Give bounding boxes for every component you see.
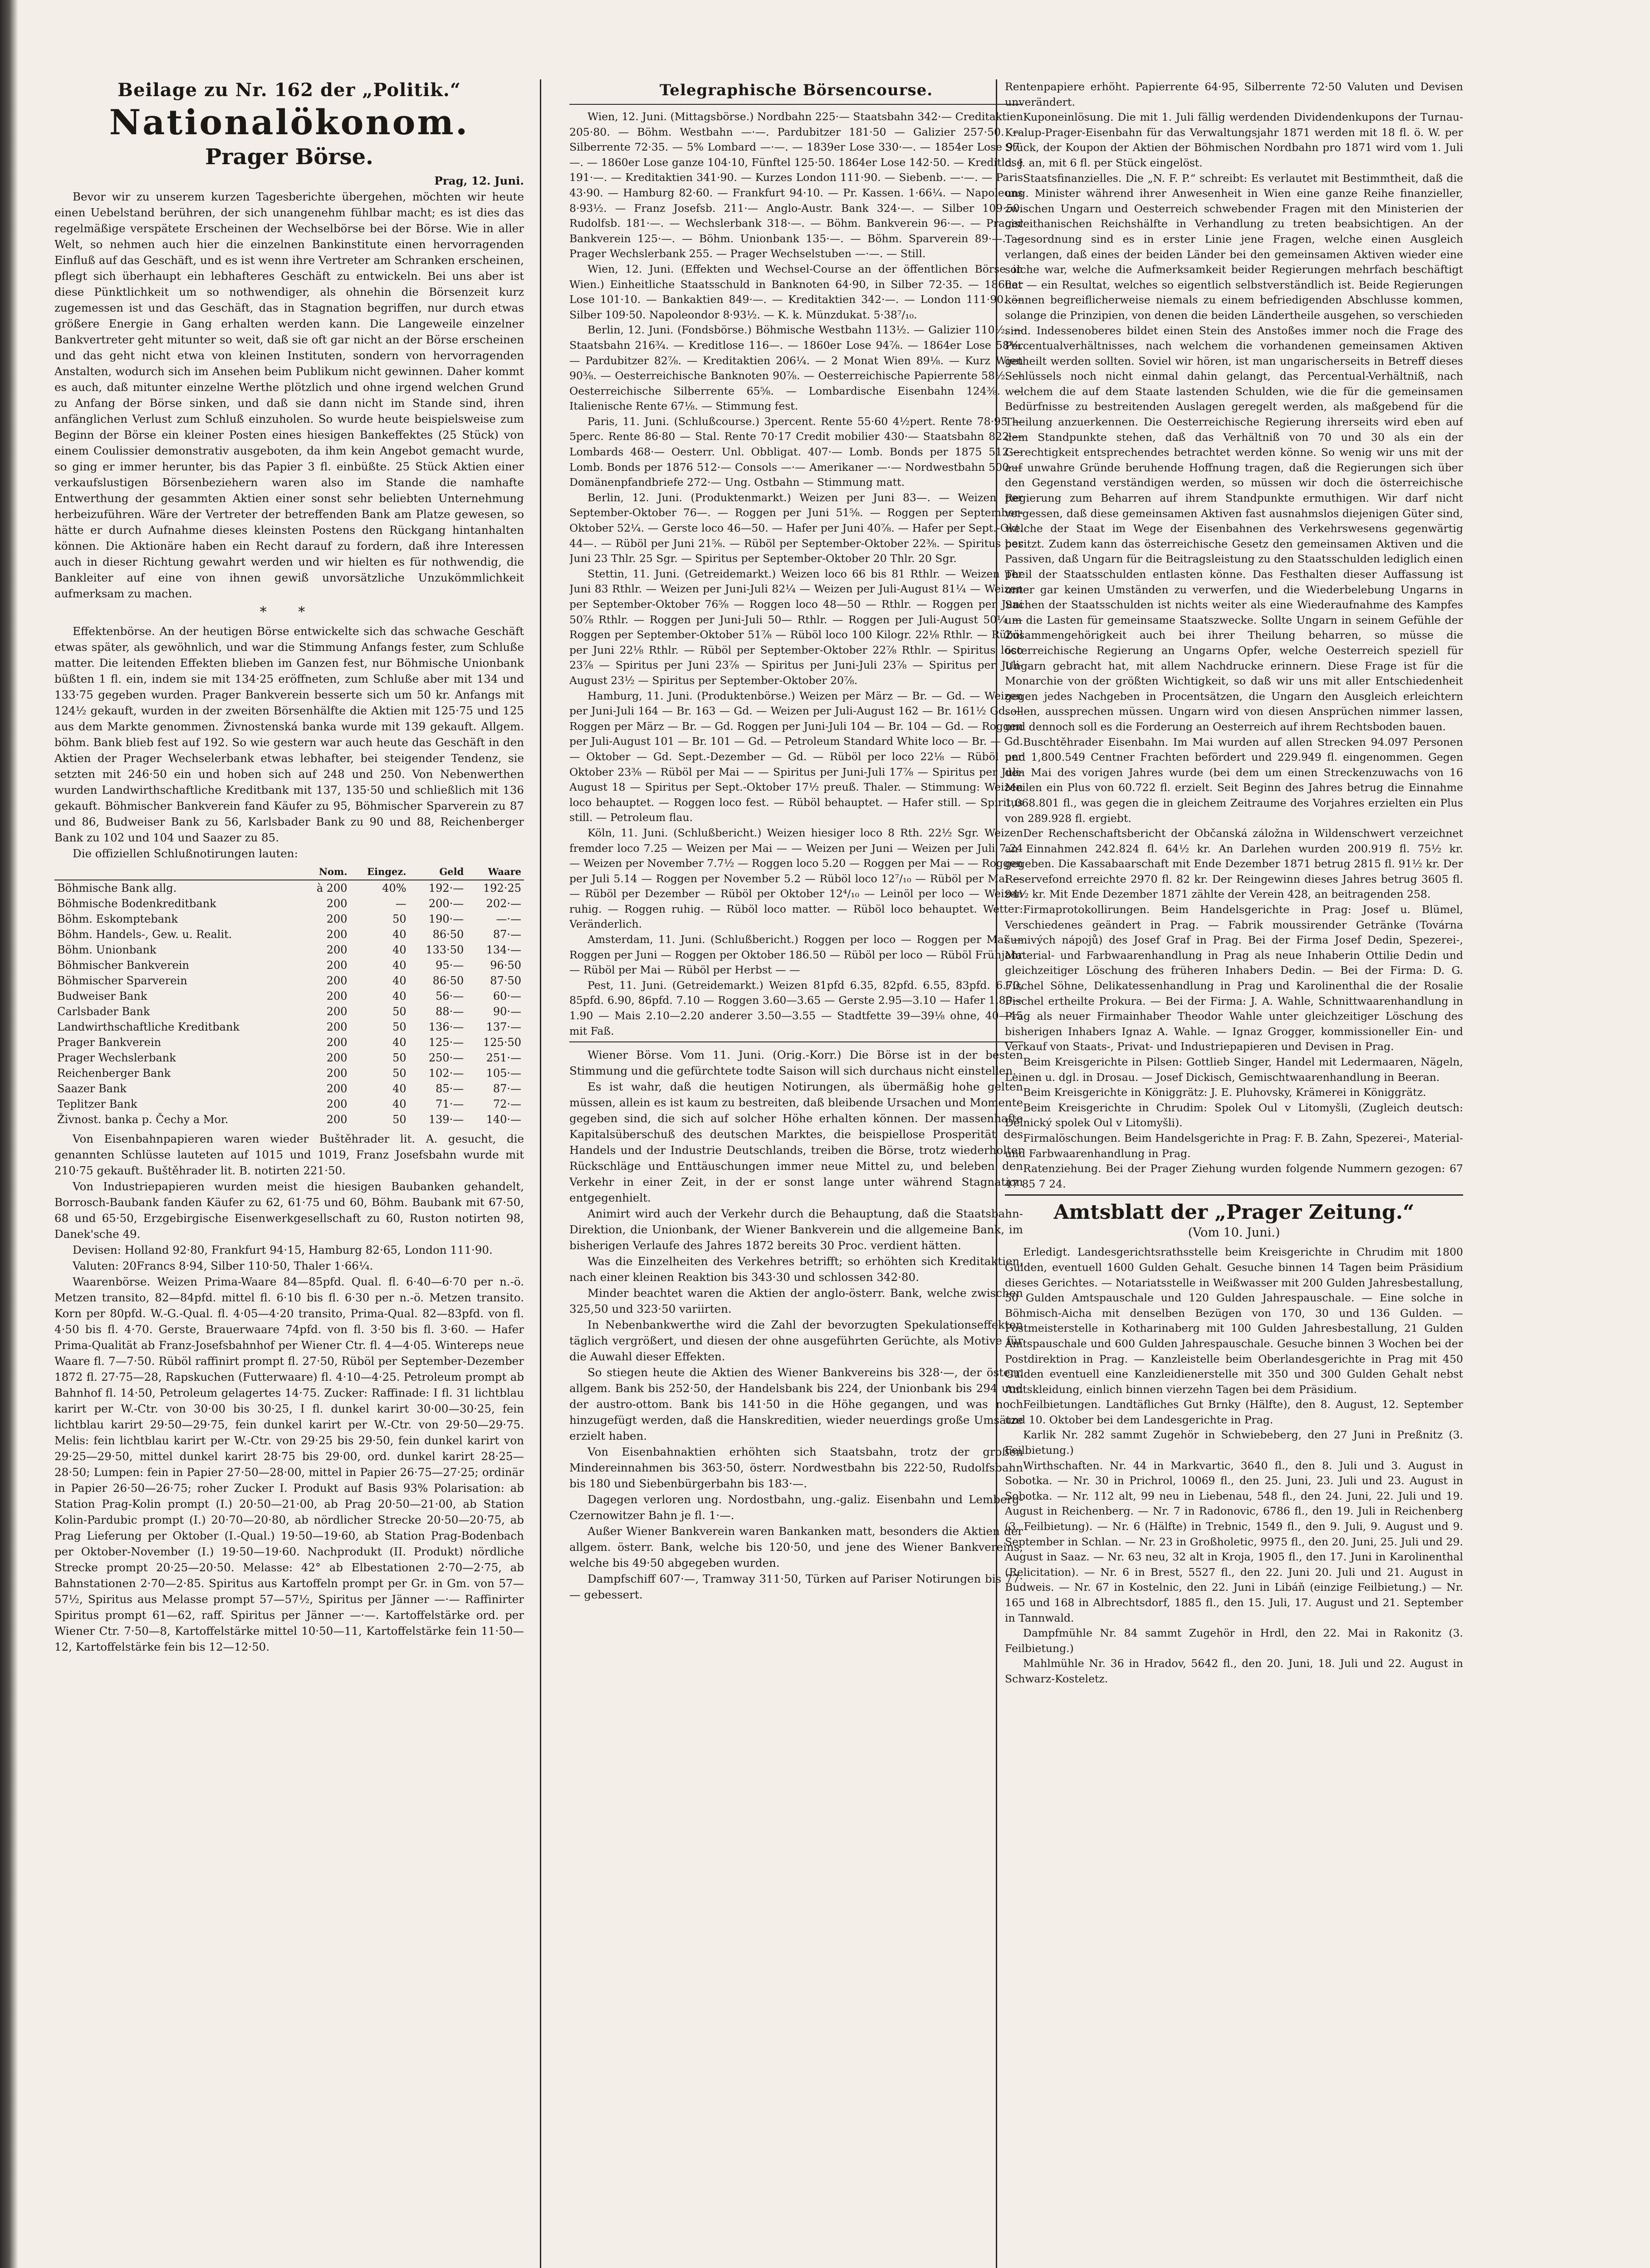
firmaloeschungen-notice: Firmalöschungen. Beim Handelsgerichte in Prag: F. B. Zahn, Spezerei-, Material- und Farbwaarenhandlung in Prag.: [1005, 1131, 1463, 1160]
quote-cell: 40: [392, 974, 406, 987]
bank-name-cell: Böhm. Handels-, Gew. u. Realit.: [57, 928, 232, 941]
wiener-boerse-paragraph: Von Eisenbahnaktien erhöhten sich Staatsbahn, trotz der großen Mindereinnahmen bis 363·50, österr. Nordwestbahn bis 222·50, Rudolfsbahn bis 180 und Siebenbürgerbahn bis 183·—.: [569, 1445, 1023, 1491]
quote-cell: —: [395, 897, 406, 910]
bank-name-cell: Budweiser Bank: [57, 990, 147, 1002]
quote-cell: 200: [326, 1005, 348, 1018]
table-row: [54, 1019, 524, 1035]
quote-cell: 250·—: [428, 1051, 464, 1064]
table-header-row: [54, 864, 524, 880]
divider: [569, 1041, 1023, 1042]
wiener-boerse-intro: Wiener Börse. Vom 11. Juni. (Orig.-Korr.) Die Börse ist in der besten Stimmung und die gefürchtete todte Saison will sich durchaus nicht einstellen.: [569, 1048, 1023, 1078]
feilbietungen-notice: Feilbietungen. Landtäfliches Gut Brnky (Hälfte), den 8. August, 12. September und 10. Oktober bei dem Landesgerichte in Prag.: [1005, 1398, 1463, 1426]
bank-name-cell: Prager Wechslerbank: [57, 1051, 176, 1064]
section-subtitle: Prager Börse.: [205, 144, 373, 170]
quote-cell: 251·—: [486, 1051, 521, 1064]
pest-report: Pest, 11. Juni. (Getreidemarkt.) Weizen 81pfd 6.35, 82pfd. 6.55, 83pfd. 6.70, 85pfd. 6.90, 86pfd. 7.10 — Roggen 3.60—3.65 — Gerste 2.95—3.10 — Hafer 1.80—1.90 — Mais 2.10—2.20 anderer 3.50—3.55 — Stadtfette 39—39⅛ ohne, 40—45 mit Faß.: [569, 978, 1023, 1037]
intro-paragraph: Bevor wir zu unserem kurzen Tagesberichte übergehen, möchten wir heute einen Uebelstand berühren, der sich unangenehm fühlbar macht; es ist dies das regelmäßige verspätete Erscheinen der Wechselbörse bei der Börse. Wie in aller Welt, so nehmen auch hier die einzelnen Bankinstitute einen hervorragenden Einfluß auf das Geschäft, und es ist wenn ihre Vertreter am Schranken erscheinen, pflegt sich überhaupt ein lebhafteres Geschäft zu entwickeln. Bei uns aber ist diese Pünktlichkeit um so nothwendiger, als ohnehin die Börsenzeit kurz zugemessen ist und das Geschäft, das in Stagnation begriffen, nur durch etwas größere Energie in Gang erhalten werden kann. Die Langeweile einzelner Bankvertreter geht mitunter so weit, daß sie oft gar nicht an der Börse erscheinen und das geht nicht etwa von kleinen Instituten, sondern von hervorragenden Anstalten, wodurch sich im Ansehen beim Publikum nicht gewinnen. Daher kommt es auch, daß mitunter einzelne Werthe plötzlich und ohne irgend welchen Grund zu Anfang der Börse sinken, und daß sie dann nicht im Stande sind, ihren anfänglichen Verlust zum Schluß einzuholen. So wurde heute beispielsweise zum Beginn der Börse ein kleiner Posten eines hiesigen Bankeffektes (25 Stück) von einem Coulissier demonstrativ ausgeboten, da ihm kein Angebot gemacht wurde, so ging er immer herunter, bis das Papier 3 fl. einbüßte. 25 Stück Aktien einer verkaufslustigen Börsenbeziehern waren also im Stande die namhafte Entwerthung der gesammten Aktien einer sonst sehr beliebten Unternehmung herbeizuführen. Wäre der Vertreter der betreffenden Bank am Platze gewesen, so hätte er durch Aufnahme dieses kleinsten Postens den Rückgang hintanhalten können. Die Aktionäre haben ein Recht darauf zu fordern, daß ihre Interessen auch in dieser Richtung gewahrt werden und wir hielten es für nothwendig, die Bankleiter auf eine von ihnen gewiß unvorsätzliche Unzukömmlichkeit aufmerksam zu machen.: [54, 190, 524, 600]
quote-cell: 200: [326, 1082, 348, 1095]
table-row: [54, 942, 524, 958]
column-header: Telegraphische Börsencourse.: [659, 81, 933, 99]
mahlmuehle-notice: Mahlmühle Nr. 36 in Hradov, 5642 fl., den 20. Juni, 18. Juli und 22. August in Schwarz-Kosteletz.: [1005, 1657, 1463, 1685]
table-row: [54, 973, 524, 988]
quote-cell: 200: [326, 974, 348, 987]
amsterdam-report: Amsterdam, 11. Juni. (Schlußbericht.) Roggen per loco — Roggen per Mai — Roggen per Juni — Roggen per Oktober 186.50 — Rüböl per loco — Rüböl Frühjahr — Rüböl per Mai — Rüböl per Herbst — —: [569, 933, 1023, 977]
quote-cell: 88·—: [436, 1005, 464, 1018]
bank-name-cell: Živnost. banka p. Čechy a Mor.: [57, 1113, 229, 1126]
quote-cell: 72·—: [493, 1098, 521, 1110]
table-row: [54, 896, 524, 911]
column-2: [569, 79, 1023, 2268]
divider: [1005, 1194, 1463, 1196]
wirthschaften-notice: Wirthschaften. Nr. 44 in Markvartic, 3640 fl., den 8. Juli und 3. August in Sobotka. — Nr. 30 in Prichrol, 10069 fl., den 25. Juni, 23. Juli und 23. August in Sobotka. — Nr. 112 alt, 99 neu in Liebenau, 548 fl., den 24. Juni, 22. Juli und 19. August in Reichenberg. — Nr. 7 in Radonovic, 6786 fl., den 19. Juli in Reichenberg (3. Feilbietung). — Nr. 6 (Hälfte) in Trebnic, 1549 fl., den 9. Juli, 9. August und 9. September in Schlan. — Nr. 23 in Großholetic, 9975 fl., den 20. Juni, 25. Juli und 29. August in Saaz. — Nr. 63 neu, 32 alt in Kroja, 1905 fl., den 17. Juni in Karolinenthal (Relicitation). — Nr. 6 in Brest, 5527 fl., den 22. Juni 20. Juli und 21. August in Budweis. — Nr. 67 in Kostelnic, den 22. Juni in Libáň (einzige Feilbietung.) — Nr. 165 und 168 in Albrechtsdorf, 1885 fl., den 15. Juli, 17. August und 21. September in Tannwald.: [1005, 1459, 1463, 1624]
quote-cell: 136·—: [428, 1021, 464, 1033]
table-row: [54, 911, 524, 927]
buschtiehrader-report: Buschtěhrader Eisenbahn. Im Mai wurden auf allen Strecken 94.097 Personen und 1,800.549 Centner Frachten befördert und 229.949 fl. eingenommen. Gegen den Mai des vorigen Jahres wurde (bei dem um einen Streckenzuwachs von 16 Meilen ein Plus von 60.722 fl. erzielt. Seit Beginn des Jahres betrug die Einnahme 1,068.801 fl., was gegen die in gleichem Zeitraume des Vorjahres erzielten ein Plus von 289.928 fl. ergiebt.: [1005, 735, 1463, 825]
quote-cell: 105·—: [486, 1067, 521, 1080]
table-header-cell: Geld: [409, 864, 467, 880]
quote-cell: 102·—: [428, 1067, 464, 1080]
valuten-line: Valuten: 20Francs 8·94, Silber 110·50, Thaler 1·66¼.: [73, 1259, 373, 1272]
quote-cell: 139·—: [428, 1113, 464, 1126]
quote-cell: 40%: [382, 882, 406, 894]
bank-name-cell: Saazer Bank: [57, 1082, 127, 1095]
quote-cell: 125·50: [483, 1036, 521, 1049]
bank-name-cell: Landwirthschaftliche Kreditbank: [57, 1021, 240, 1033]
wien-effekten-report: Wien, 12. Juni. (Effekten und Wechsel-Course an der öffentlichen Börse in Wien.) Einheitliche Staatsschuld in Banknoten 64·90, in Silber 72·35. — 1860er Lose 101·10. — Bankaktien 849·—. — Kreditaktien 342·—. — London 111·90. — Silber 109·50. Napoleondor 8·93½. — K. k. Münzdukat. 5·38⁷/₁₀.: [569, 262, 1023, 321]
scan-edge-shadow: [0, 0, 18, 2268]
bank-name-cell: Reichenberger Bank: [57, 1067, 171, 1080]
quote-cell: 200: [326, 1113, 348, 1126]
dampfmuehle-notice: Dampfmühle Nr. 84 sammt Zugehör in Hrdl, den 22. Mai in Rakonitz (3. Feilbietung.): [1005, 1627, 1463, 1655]
quote-cell: 96·50: [490, 959, 521, 972]
berlin-produkten-report: Berlin, 12. Juni. (Produktenmarkt.) Weizen per Juni 83—. — Weizen per September-Oktober 76—. — Roggen per Juni 51⅝. — Roggen per September-Oktober 52¼. — Gerste loco 46—50. — Hafer per Juni 40⅞. — Hafer per Sept.-Okt. 44—. — Rüböl per Juni 21⅝. — Rüböl per September-Oktober 22⅜. — Spiritus per Juni 23 Thlr. 25 Sgr. — Spiritus per September-Oktober 20 Thlr. 20 Sgr.: [569, 491, 1023, 565]
wien-mittag-report: Wien, 12. Juni. (Mittagsbörse.) Nordbahn 225·— Staatsbahn 342·— Creditaktien 205·80. — Böhm. Westbahn —·—. Pardubitzer 181·50 — Galizier 257·50. — Silberrente 72·35. — 5% Lombard —·—. — 1839er Lose 330·—. — 1854er Lose 97·—. — 1860er Lose ganze 104·10, Fünftel 125·50. 1864er Lose 142·50. — Kreditlose 191·—. — Kreditaktien 341·90. — Kurzes London 111·90. — Siebenb. —·—. — Paris 43·90. — Hamburg 82·60. — Frankfurt 94·10. — Pr. Kassen. 1·66¼. — Napoleons 8·93½. — Franz Josefsb. 211·— Anglo-Austr. Bank 324·—. — Silber 109·50. Rudolfsb. 181·—. — Wechslerbank 318·—. — Böhm. Bankverein 96·—. — Prager Bankverein 125·—. — Böhm. Unionbank 135·—. — Böhm. Sparverein 89·—. — Prager Wechslerbank 255. — Prager Wechselstuben —·—. — Still.: [569, 110, 1023, 260]
quote-cell: 200: [326, 928, 348, 941]
quote-cell: 40: [392, 943, 406, 956]
quote-cell: 200: [326, 1021, 348, 1033]
wiener-boerse-paragraph: Animirt wird auch der Verkehr durch die Behauptung, daß die Staatsbahn-Direktion, die Unionbank, der Wiener Bankverein und die allgemeine Bank, im bisherigen Verlaufe des Jahres 1872 bereits 30 Proc. verdient hätten.: [569, 1207, 1023, 1252]
quote-cell: 200: [326, 1098, 348, 1110]
amtsblatt-date: (Vom 10. Juni.): [1188, 1226, 1280, 1240]
divider: [569, 104, 1023, 105]
masthead: Beilage zu Nr. 162 der „Politik.“: [118, 79, 461, 101]
staatsfinanzielles-article: Staatsfinanzielles. Die „N. F. P.“ schreibt: Es verlautet mit Bestimmtheit, daß die ung. Minister während ihrer Anwesenheit in Wien eine ganze Reihe finanzieller, zwischen Ungarn und Oesterreich schwebender Fragen mit den Ministerien der cisleithanischen Reichshälfte in Verhandlung zu treten beabsichtigen. An der Tagesordnung sind es in erster Linie jene Fragen, welche einen Ausgleich verlangen, daß eines der beiden Länder bei den gemeinsamen Aktiven wieder eine solche war, welche die Aufmerksamkeit beider Regierungen mehrfach beschäftigt hat — ein Resultat, welches so eigentlich selbstverständlich ist. Beide Regierungen können begreiflicherweise niemals zu einem befriedigenden Abschlusse kommen, solange die Prinzipien, von denen die beiden Ländertheile ausgehen, so verschieden sind. Indessenoberes bildet einen Stein des Anstoßes immer noch die Frage des Percentualverhältnisses, nach welchem die vorhandenen gemeinsamen Aktiven getheilt werden sollten. Soviel wir hören, ist man ungarischerseits in Betreff dieses Schlüssels noch nicht einmal dahin gelangt, das Percentual-Verhältniß, nach welchem die auf dem Staate lastenden Schulden, wie die für die gemeinsamen Bedürfnisse zu bestreitenden Auslagen geregelt werden, als maßgebend für die Theilung anzuerkennen. Die Oesterreichische Regierung ihrerseits wird eben auf dem Standpunkte stehen, daß das Verhältniß von 70 und 30 als ein der Gerechtigkeit entsprechendes betrachtet werden könne. So wenig wir uns mit der auf unwahre Gründe beruhende Hoffnung tragen, daß die Regierungen sich über den Gegenstand verständigen werden, so müssen wir doch die österreichische Regierung zum Beharren auf ihrem Standpunkte ermuthigen. Wir darf nicht vergessen, daß diese gemeinsamen Aktiven fast ausnahmslos diejenigen Güter sind, welche der Staat im Wege der Eisenbahnen des Verkehrswesens gegenwärtig besitzt. Zudem kann das österreichische Gesetz den gemeinsamen Aktiven und die Passiven, daß Ungarn für die Beitragsleistung zu den Staatsschulden lediglich einen Theil der Staatsschulden entlasten könne. Das Festhalten dieser Auffassung ist unter gar keinen Umständen zu verwerfen, und die Wiederbelebung Ungarns in Sachen der Staatsschulden ist nichts weiter als eine Wiederaufnahme des Kampfes um die Lasten für gemeinsame Staatszwecke. Sollte Ungarn in seinem Gefühle der Zusammengehörigkeit auch bei ihrer Theilung beharren, so müsse die österreichische Regierung an Ungarns Opfer, welche Oesterreich speziell für Ungarn gebracht hat, mit allem Nachdrucke erinnern. Diese Frage ist für die Monarchie von der größten Wichtigkeit, so daß wir uns mit aller Entschiedenheit gegen jedes Nachgeben in Procentsätzen, die Ungarn den Ausgleich erleichtern sollen, aussprechen müssen. Ungarn wird von diesen Ansprüchen nimmer lassen, und dennoch soll es die Forderung an Oesterreich auf ihrem Rechtsboden bauen.: [1005, 171, 1463, 733]
wiener-boerse-paragraph: Was die Einzelheiten des Verkehres betrifft; so erhöhten sich Kreditaktien, nach einer kleinen Reaktion bis 343·30 und schlossen 342·80.: [569, 1255, 1023, 1284]
quote-cell: 50: [392, 1021, 406, 1033]
quote-cell: —·—: [496, 913, 521, 925]
erledigt-notice: Erledigt. Landesgerichtsrathsstelle beim Kreisgerichte in Chrudim mit 1800 Gulden, eventuell 1600 Gulden Gehalt. Gesuche binnen 14 Tagen beim Präsidium dieses Gerichtes. — Notariatsstelle in Weißwasser mit 200 Gulden Jahresbestallung, 50 Gulden Amtspauschale und 120 Gulden Jahrespauschale. — Eine solche in Böhmisch-Aicha mit denselben Bezügen von 170, 30 und 136 Gulden. — Postmeisterstelle in Kotharinaberg mit 100 Gulden Jahresbestallung, 21 Gulden Amtspauschale und 600 Gulden Jahrespauschale. Gesuche binnen 3 Wochen bei der Postdirektion in Prag. — Kanzleistelle beim Oberlandesgerichte in Prag mit 450 Gulden eventuell eine Kanzleidienerstelle mit 350 und 300 Gulden Gehalt nebst Amtskleidung, einlich binnen vierzehn Tagen bei dem Präsidium.: [1005, 1246, 1463, 1396]
bank-name-cell: Prager Bankverein: [57, 1036, 162, 1049]
wiener-boerse-paragraph: Dampfschiff 607·—, Tramway 311·50, Türken auf Pariser Notirungen bis 77·— gebessert.: [569, 1572, 1023, 1602]
column-3: [1005, 79, 1463, 2268]
kreisgericht-koeniggraetz-notice: Beim Kreisgerichte in Königgrätz: J. E. Pluhovsky, Krämerei in Königgrätz.: [1023, 1086, 1426, 1099]
quote-cell: 133·50: [426, 943, 464, 956]
wiener-boerse-paragraph: Dagegen verloren ung. Nordostbahn, ung.-galiz. Eisenbahn und Lemberg-Czernowitzer Bahn je fl. 1·—.: [569, 1493, 1023, 1522]
eisenbahn-paragraph: Von Eisenbahnpapieren waren wieder Buštěhrader lit. A. gesucht, die genannten Schlüsse lauteten auf 1015 und 1019, Franz Josefsbahn wurde mit 210·75 gekauft. Buštěhrader lit. B. notirten 221·50.: [54, 1132, 524, 1177]
kreisgericht-pilsen-notice: Beim Kreisgerichte in Pilsen: Gottlieb Singer, Handel mit Ledermaaren, Nägeln, Leinen u. dgl. in Drosau. — Josef Dickisch, Gemischtwaarenhandlung in Beeran.: [1005, 1056, 1463, 1084]
quote-cell: 200: [326, 1036, 348, 1049]
quote-cell: 95·—: [436, 959, 464, 972]
table-row: [54, 880, 524, 896]
wiener-boerse-paragraph: Minder beachtet waren die Aktien der anglo-österr. Bank, welche zwischen 325,50 und 323·50 variirten.: [569, 1286, 1023, 1316]
koeln-report: Köln, 11. Juni. (Schlußbericht.) Weizen hiesiger loco 8 Rth. 22½ Sgr. Weizen fremder loco 7.25 — Weizen per Mai — — Weizen per Juni — Weizen per Juli 7.24 — Weizen per November 7.7½ — Roggen loco 5.20 — Roggen per Mai — — Roggen per Juli 5.14 — Roggen per November 5.2 — Rüböl loco 12⁷/₁₀ — Rüböl per Mai — — Rüböl per Dezember — Rüböl per Oktober 12⁴/₁₀ — Leinöl per loco — Weizen ruhig. — Roggen ruhig. — Rüböl loco matter. — Rüböl loco behauptet. Wetter: Veränderlich.: [569, 826, 1023, 931]
quote-cell: 87·—: [493, 928, 521, 941]
quote-cell: 60·—: [493, 990, 521, 1002]
devisen-line: Devisen: Holland 92·80, Frankfurt 94·15, Hamburg 82·65, London 111·90.: [73, 1243, 493, 1256]
quote-cell: 200: [326, 990, 348, 1002]
quote-cell: 50: [392, 1005, 406, 1018]
quote-cell: 40: [392, 1036, 406, 1049]
quote-cell: 192·25: [483, 882, 521, 894]
table-row: [54, 1096, 524, 1112]
dateline: Prag, 12. Juni.: [434, 174, 524, 187]
table-caption: Die offiziellen Schlußnotirungen lauten:: [73, 847, 298, 860]
quote-cell: 200·—: [428, 897, 464, 910]
bank-name-cell: Teplitzer Bank: [57, 1098, 137, 1110]
quote-cell: 86·50: [432, 928, 464, 941]
column-1: [54, 79, 524, 2268]
quote-cell: 200: [326, 897, 348, 910]
quote-cell: 87·—: [493, 1082, 521, 1095]
quote-cell: 86·50: [432, 974, 464, 987]
table-row: [54, 1081, 524, 1096]
quote-cell: 192·—: [428, 882, 464, 894]
ratenziehung-notice: Ratenziehung. Bei der Prager Ziehung wurden folgende Nummern gezogen: 67 47 85 7 24.: [1005, 1162, 1463, 1190]
wiener-boerse-paragraph: Es ist wahr, daß die heutigen Notirungen, als übermäßig hohe gelten müssen, allein es ist kaum zu bestreiten, daß bleibende Ursachen und Momente gegeben sind, die sich auf solcher Höhe erhalten können. Der massenhafte Kapitalsüberschuß des deutschen Marktes, die beispiellose Prosperität des Handels und der Industrie Deutschlands, treiben die Börse, trotz wiederholter Rückschläge und Enttäuschungen immer neue Mittel zu, und beleben den Verkehr in einer Zeit, in der er sonst lange unter während Stagnation entgegenhielt.: [569, 1080, 1023, 1205]
quote-cell: 134·—: [486, 943, 521, 956]
table-row: [54, 1066, 524, 1081]
quote-cell: 50: [392, 1113, 406, 1126]
table-header-cell: Nom.: [302, 864, 350, 880]
table-row: [54, 1035, 524, 1050]
table-row: [54, 1112, 524, 1127]
industrie-paragraph: Von Industriepapieren wurden meist die hiesigen Baubanken gehandelt, Borrosch-Baubank fanden Käufer zu 62, 61·75 und 60, Böhm. Baubank mit 67·50, 68 und 65·50, Erzgebirgische Eisenwerkgesellschaft zu 60, Ruston notirten 98, Danek'sche 49.: [54, 1180, 524, 1241]
quote-cell: 200: [326, 1051, 348, 1064]
wiener-boerse-paragraph: So stiegen heute die Aktien des Wiener Bankvereins bis 328·—, der österr. allgem. Bank bis 252·50, der Handelsbank bis 224, der Unionbank bis 294 und der austro-ottom. Bank bis 141·50 in die Höhe gegangen, und was noch hinzugefügt werden, daß die Hanskreditien, wieder neuerdings große Umsätze erzielt haben.: [569, 1366, 1023, 1443]
amtsblatt-heading: Amtsblatt der „Prager Zeitung.“: [1053, 1201, 1415, 1224]
quote-cell: 85·—: [436, 1082, 464, 1095]
table-header-cell: [54, 864, 302, 880]
bank-name-cell: Böhmische Bank allg.: [57, 882, 177, 894]
quote-cell: 71·—: [436, 1098, 464, 1110]
table-row: [54, 958, 524, 973]
karlik-notice: Karlik Nr. 282 sammt Zugehör in Schwiebeberg, den 27 Juni in Preßnitz (3. Feilbietung.): [1005, 1428, 1463, 1457]
wiener-boerse-paragraph: In Nebenbankwerthe wird die Zahl der bevorzugten Spekulationseffekten täglich vergrößert, und diesen der ohne ausgeführten Gerüchte, als Motive für die Auwahl dieser Effekten.: [569, 1318, 1023, 1364]
bank-name-cell: Böhm. Eskomptebank: [57, 913, 178, 925]
rentenpapiere-note: Rentenpapiere erhöht. Papierrente 64·95, Silberrente 72·50 Valuten und Devisen unverändert.: [1005, 80, 1463, 108]
quote-cell: 40: [392, 928, 406, 941]
quote-cell: 137·—: [486, 1021, 521, 1033]
bank-name-cell: Böhmischer Bankverein: [57, 959, 190, 972]
table-header-cell: Waare: [466, 864, 524, 880]
quote-cell: 50: [392, 1067, 406, 1080]
wiener-boerse-paragraph: Außer Wiener Bankverein waren Bankanken matt, besonders die Aktien der allgem. österr. Bank, welche bis 120·50, und jene des Wiener Bankvereins, welche bis 49·50 abgegeben wurden.: [569, 1525, 1023, 1570]
quote-cell: 40: [392, 1098, 406, 1110]
bank-name-cell: Böhm. Unionbank: [57, 943, 157, 956]
kreisgericht-chrudim-notice: Beim Kreisgerichte in Chrudim: Spolek Oul v Litomyšli, (Zugleich deutsch: Dělnický spolek Oul v Litomyšli).: [1005, 1101, 1463, 1129]
table-row: [54, 927, 524, 942]
table-row: [54, 988, 524, 1004]
quote-cell: 50: [392, 1051, 406, 1064]
quote-cell: 40: [392, 959, 406, 972]
column-divider: [540, 79, 541, 2268]
bank-name-cell: Böhmischer Sparverein: [57, 974, 187, 987]
quote-cell: 200: [326, 913, 348, 925]
quote-cell: 40: [392, 1082, 406, 1095]
quote-cell: 140·—: [486, 1113, 521, 1126]
paris-report: Paris, 11. Juni. (Schlußcourse.) 3percent. Rente 55·60 4½pert. Rente 78·95 — 5perc. Rente 86·80 — Stal. Rente 70·17 Credit mobilier 430·— Staatsbahn 822·— Lombards 468·— Oesterr. Unl. Obbligat. 407·— Lomb. Bonds per 1875 512·— Lomb. Bonds per 1876 512·— Consols —·— Amerikaner —·— Nordwestbahn 500·— Domänenpfandbriefe 272·— Ung. Ostbahn — Stimmung matt.: [569, 415, 1023, 489]
firmaprotokollirungen-notice: Firmaprotokollirungen. Beim Handelsgerichte in Prag: Josef u. Blümel, Verschiedenes geändert in Prag. — Fabrik moussirender Getränke (Továrna šumivých nápojů) des Josef Graf in Prag. Bei der Firma Josef Dedin, Spezerei-, Material- und Farbwaarenhandlung in Prag als neue Inhaberin Ottilie Dedin und gleichzeitiger Löschung des früheren Inhabers Dedin. — Bei der Firma: D. G. Fischel Söhne, Delikatessenhandlung in Prag und Karolinenthal die der Rosalie Fischel ertheilte Prokura. — Bei der Firma: J. A. Wahle, Schnittwaarenhandlung in Prag als neuer Firmainhaber Theodor Wahle unter gleichzeitiger Löschung des bisherigen Inhabers Ignaz A. Wahle. — Ignaz Grogger, kommissioneller Ein- und Verkauf von Staats-, Privat- und Industriepapieren und Devisen in Prag.: [1005, 903, 1463, 1053]
rechenschaftsbericht-note: Der Rechenschaftsbericht der Občanská záložna in Wildenschwert verzeichnet an Einnahmen 242.824 fl. 64½ kr. An Darlehen wurden 200.919 fl. 75½ kr. gegeben. Die Kassabaarschaft mit Ende Dezember 1871 betrug 2815 fl. 91½ kr. Der Reservefond erreichte 2970 fl. 82 kr. Der Reingewinn dieses Jahres betrug 3605 fl. 94½ kr. Mit Ende Dezember 1871 zählte der Verein 428, an beitragenden 258.: [1005, 827, 1463, 901]
quote-cell: à 200: [316, 882, 348, 894]
quote-cell: 90·—: [493, 1005, 521, 1018]
quote-cell: 87·50: [490, 974, 521, 987]
quote-cell: 56·—: [436, 990, 464, 1002]
quote-cell: 50: [392, 913, 406, 925]
quote-cell: 200: [326, 1067, 348, 1080]
effektenboerse-paragraph: Effektenbörse. An der heutigen Börse entwickelte sich das schwache Geschäft etwas später, als gewöhnlich, und war die Stimmung Anfangs fester, zum Schluße matter. Die leitenden Effekten blieben im Ganzen fest, nur Böhmische Unionbank büßten 1 fl. ein, indem sie mit 134·25 eröffneten, zum Schluße aber mit 134 und 133·75 gegeben wurden. Prager Bankverein besserte sich um 50 kr. Anfangs mit 124½ gekauft, wurden in der zweiten Börsenhälfte die Aktien mit 125·75 und 125 aus dem Markte genommen. Živnostenská banka wurde mit 139 gekauft. Allgem. böhm. Bank blieb fest auf 192. So wie gestern war auch heute das Geschäft in den Aktien der Prager Wechselerbank etwas lebhafter, bei steigender Tendenz, sie setzten mit 246·50 ein und hoben sich auf 248 und 250. Von Nebenwerthen wurden Landwirthschaftliche Kreditbank mit 137, 135·50 und schließlich mit 136 gekauft. Böhmischer Bankverein fand Käufer zu 95, Böhmischer Sparverein zu 87 und 86, Budweiser Bank zu 56, Karlsbader Bank zu 90 und 88, Reichenberger Bank zu 102 und 104 und Saazer zu 85.: [54, 625, 524, 844]
kuponeinloesung-notice: Kuponeinlösung. Die mit 1. Juli fällig werdenden Dividendenkupons der Turnau-Kralup-Prager-Eisenbahn für das Verwaltungsjahr 1871 werden mit 18 fl. ö. W. per Stück, der Koupon der Aktien der Böhmischen Nordbahn pro 1871 wird vom 1. Juli d. J. an, mit 6 fl. per Stück eingelöst.: [1005, 111, 1463, 169]
hamburg-report: Hamburg, 11. Juni. (Produktenbörse.) Weizen per März — Br. — Gd. — Weizen per Juni-Juli 164 — Br. 163 — Gd. — Weizen per Juli-August 162 — Br. 161½ Gd. — Roggen per März — Br. — Gd. Roggen per Juni-Juli 104 — Br. 104 — Gd. — Roggen per Juli-August 101 — Br. 101 — Gd. — Petroleum Standard White loco — Br. — Gd. — Oktober — Gd. Sept.-Dezember — Gd. — Rüböl per loco 22⅛ — Rüböl per Oktober 23⅜ — Rüböl per Mai — — Spiritus per Juni-Juli 17⅞ — Spiritus per Juli-August 18 — Spiritus per Sept.-Oktober 17½ preuß. Thaler. — Stimmung: Weizen loco behauptet. — Roggen loco fest. — Rüböl behauptet. — Hafer still. — Spiritus still. — Petroleum flau.: [569, 689, 1023, 824]
table-row: [54, 1050, 524, 1066]
quote-cell: 200: [326, 943, 348, 956]
table-header-cell: Eingez.: [350, 864, 409, 880]
quote-cell: 125·—: [428, 1036, 464, 1049]
quote-cell: 200: [326, 959, 348, 972]
waarenboerse-paragraph: Waarenbörse. Weizen Prima-Waare 84—85pfd. Qual. fl. 6·40—6·70 per n.-ö. Metzen transito, 82—84pfd. mittel fl. 6·10 bis fl. 6·30 per n.-ö. Metzen transito. Korn per 80pfd. W.-G.-Qual. fl. 4·05—4·20 transito, Prima-Qual. 82—83pfd. von fl. 4·50 bis fl. 4·70. Gerste, Brauerwaare 74pfd. von fl. 3·50 bis fl. 3·60. — Hafer Prima-Qualität ab Franz-Josefsbahnhof per Wiener Ctr. fl. 4—4·05. Wintereps neue Waare fl. 7—7·50. Rüböl raffinirt prompt fl. 27·50, Rüböl per September-Dezember 1872 fl. 27·75—28, Rapskuchen (Futterwaare) fl. 4·10—4·25. Petroleum prompt ab Bahnhof fl. 14·50, Petroleum gelagertes 14·75. Zucker: Raffinade: I fl. 31 lichtblau karirt per W.-Ctr. von 30·00 bis 30·25, I fl. dunkel karirt 30·00—30·25, fein lichtblau karirt 29·50—29·75, fein dunkel karirt per W.-Ctr. von 29·50—29·75. Melis: fein lichtblau karirt per W.-Ctr. von 29·25 bis 29·50, fein dunkel karirt von 29·25—29·50, mittel dunkel karirt 28·75 bis 29·00, ord. dunkel karirt 28·25—28·50; Lumpen: fein in Papier 27·50—28·00, mittel in Papier 26·75—27·25; ordinär in Papier 26·50—26·75; roher Zucker I. Produkt auf Basis 93% Polarisation: ab Station Prag-Kolin prompt (I.) 20·50—21·00, ab Prag 20·50—21·00, ab Station Kolin-Pardubic prompt (I.) 20·70—20·80, ab nördlicher Strecke 20·50—20·75, ab Prag Lieferung per Oktober (I.-Qual.) 19·50—19·60, ab Station Prag-Bodenbach per Oktober-November (I.) 19·50—19·60. Nachprodukt (II. Produkt) nördliche Strecke prompt 20·25—20·50. Melasse: 42° ab Elbestationen 2·70—2·75, ab Bahnstationen 2·70—2·85. Spiritus aus Kartoffeln prompt per Gr. in Gm. von 57—57½, Spiritus aus Melasse prompt 57—57½, Spiritus per Jänner —·— Raffinirter Spiritus prompt 61—62, raff. Spiritus per Jänner —·—. Kartoffelstärke ord. per Wiener Ctr. 7·50—8, Kartoffelstärke mittel 10·50—11, Kartoffelstärke fein 11·50—12, Kartoffelstärke fein bis 12—12·50.: [54, 1275, 524, 1653]
bank-name-cell: Böhmische Bodenkreditbank: [57, 897, 216, 910]
berlin-fonds-report: Berlin, 12. Juni. (Fondsbörse.) Böhmische Westbahn 113½. — Galizier 110½. — Staatsbahn 216¾. — Kreditlose 116—. — 1860er Lose 94⅞. — 1864er Lose 58⅜. — Pardubitzer 82⅞. — Kreditaktien 206¼. — 2 Monat Wien 89⅛. — Kurz Wien 90⅜. — Oesterreichische Banknoten 90⅞. — Oesterreichische Papierrente 58½. — Oesterreichische Silberrente 65⅝. — Lombardische Eisenbahn 124⅜. — Italienische Rente 67⅛. — Stimmung fest.: [569, 323, 1023, 413]
bank-quotes-table: [54, 864, 524, 1127]
table-row: [54, 1004, 524, 1019]
quote-cell: 190·—: [428, 913, 464, 925]
stettin-report: Stettin, 11. Juni. (Getreidemarkt.) Weizen loco 66 bis 81 Rthlr. — Weizen per Juni 83 Rthlr. — Weizen per Juni-Juli 82¼ — Weizen per Juli-August 81¼ — Weizen per September-Oktober 76⅝ — Roggen loco 48—50 — Rthlr. — Roggen per Juni 50⅞ Rthlr. — Roggen per Juni-Juli 50— Rthlr. — Roggen per Juli-August 50¼ — Roggen per September-Oktober 51⅞ — Rüböl loco 100 Kilogr. 22⅛ Rthlr. — Rüböl per Juni 22⅛ Rthlr. — Rüböl per September-Oktober 22⅞ Rthlr. — Spiritus loco 23⅞ — Spiritus per Juni 23⅞ — Spiritus per Juni-Juli 23⅞ — Spiritus per Juli-August 23½ — Spiritus per September-Oktober 20⅞.: [569, 567, 1023, 687]
section-separator: * *: [259, 604, 319, 620]
quote-cell: 202·—: [486, 897, 521, 910]
section-title: Nationalökonom.: [109, 102, 470, 142]
bank-name-cell: Carlsbader Bank: [57, 1005, 150, 1018]
quote-cell: 40: [392, 990, 406, 1002]
